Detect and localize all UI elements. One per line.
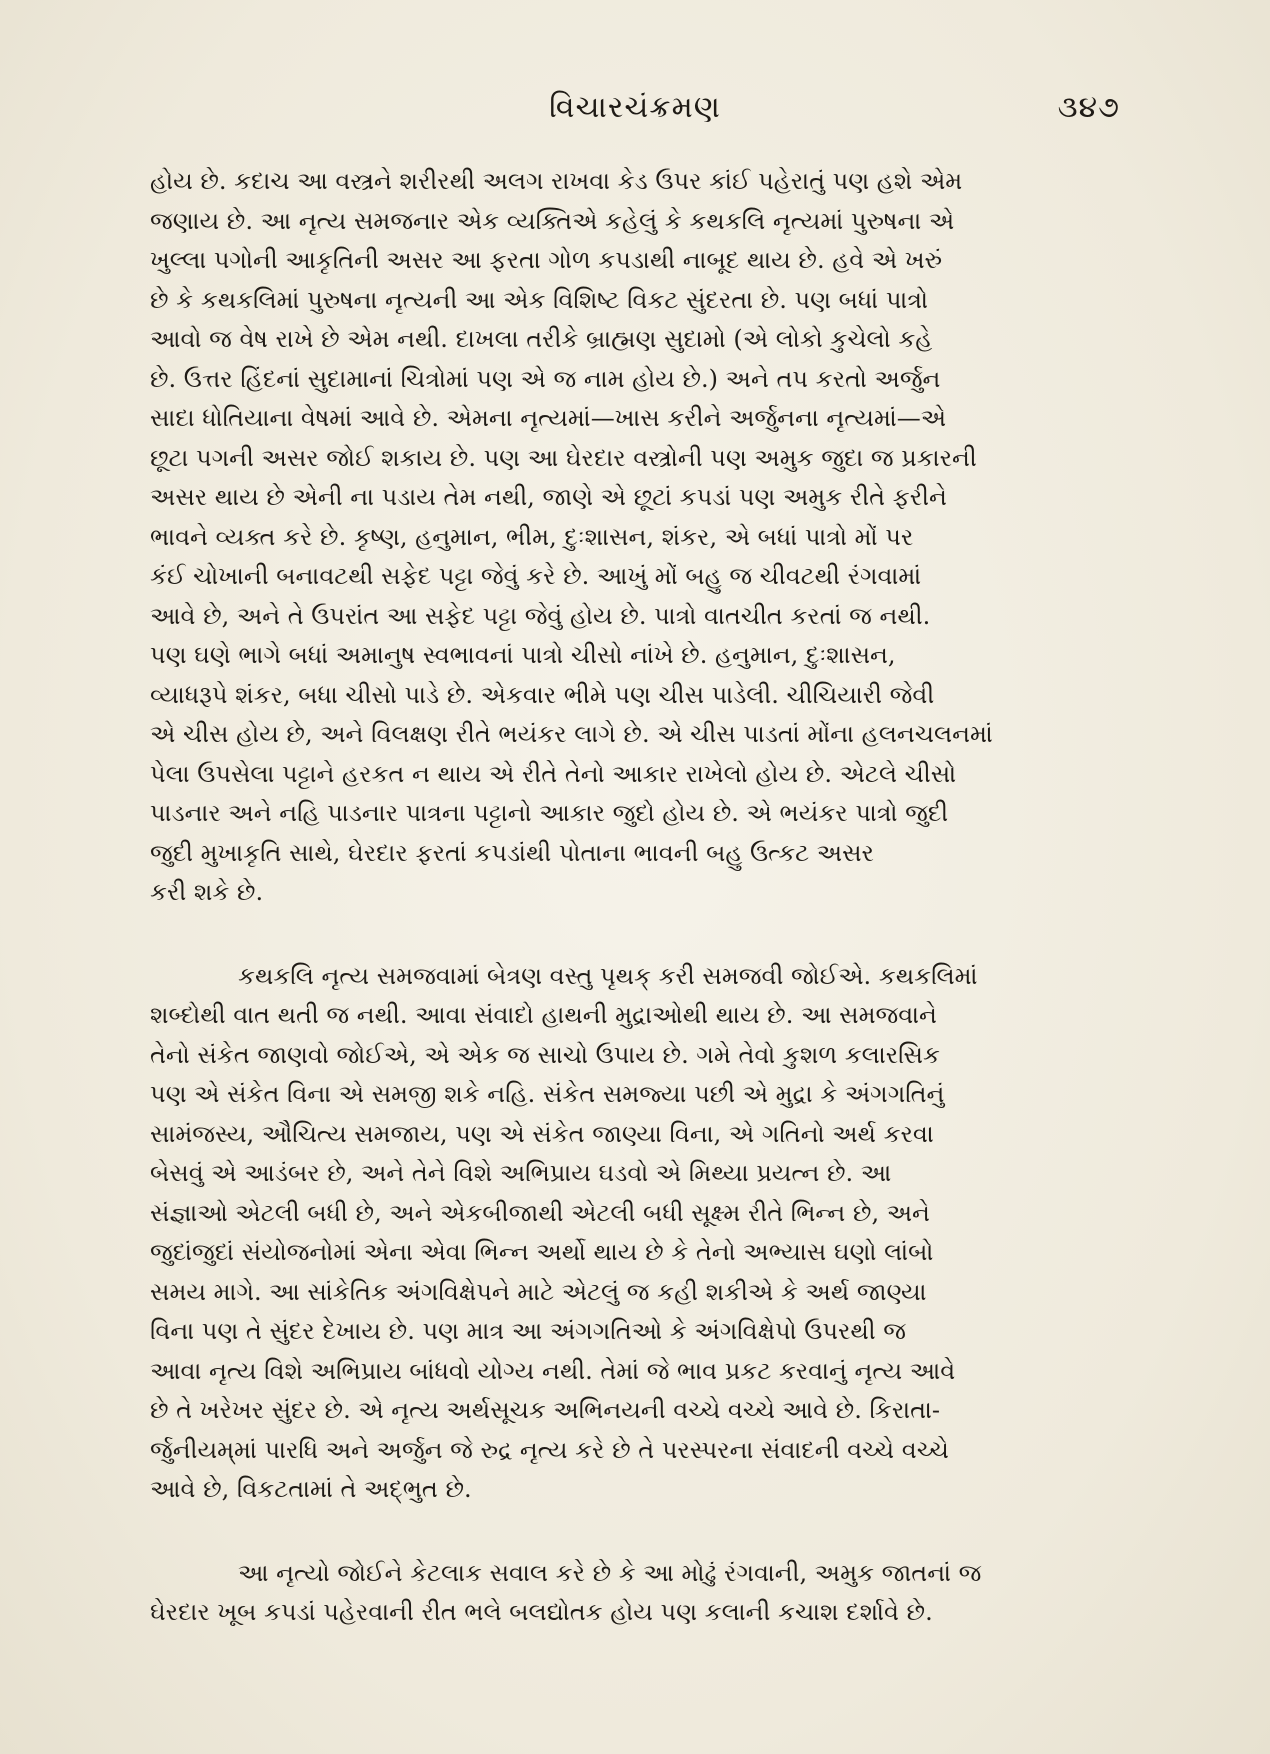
text-line: સમય માગે. આ સાંકેતિક અંગવિક્ષેપને માટે એટલું જ કહી શકીએ કે અર્થ જાણ્યા [150,1277,927,1306]
text-line: જુદી મુખાકૃતિ સાથે, ઘેરદાર ફરતાં કપડાંથી પોતાના ભાવની બહુ ઉત્કટ અસર [150,838,874,867]
text-line: છે. ઉત્તર હિંદનાં સુદામાનાં ચિત્રોમાં પણ એ જ નામ હોય છે.) અને તપ કરતો અર્જુન [150,364,941,393]
text-line: ર્જુનીયમ્‌માં પારધિ અને અર્જુન જે રુદ્ર નૃત્ય કરે છે તે પરસ્પરના સંવાદની વચ્ચે વચ્ચે [150,1435,949,1464]
text-line: વ્યાધરૂપે શંકર, બધા ચીસો પાડે છે. એકવાર ભીમે પણ ચીસ પાડેલી. ચીચિયારી જેવી [150,680,935,709]
text-line: ખુલ્લા પગોની આકૃતિની અસર આ ફરતા ગોળ કપડાથી નાબૂદ થાય છે. હવે એ ખરું [150,246,943,274]
text-line: કંઈ ચોખાની બનાવટથી સફેદ પટ્ટા જેવું કરે છે. આખું મોં બહુ જ ચીવટથી રંગવામાં [150,562,922,590]
text-line: સામંજસ્ય, ઔચિત્ય સમજાય, પણ એ સંકેત જાણ્યા વિના, એ ગતિનો અર્થ કરવા [150,1119,934,1148]
text-line: છે કે કથકલિમાં પુરુષના નૃત્યની આ એક વિશિષ્ટ વિકટ સુંદરતા છે. પણ બધાં પાત્રો [150,285,929,314]
text-line: કરી શકે છે. [150,878,264,906]
text-line: પાડનાર અને નહિ પાડનાર પાત્રના પટ્ટાનો આકાર જુદો હોય છે. એ ભયંકર પાત્રો જુદી [150,799,949,827]
paragraph-2 [150,957,1115,1510]
text-line: છૂટા પગની અસર જોઈ શકાય છે. પણ આ ઘેરદાર વસ્ત્રોની પણ અમુક જુદા જ પ્રકારની [150,443,977,472]
body-text [150,162,1115,1633]
text-line: પણ એ સંકેત વિના એ સમજી શકે નહિ. સંકેત સમજ્યા પછી એ મુદ્રા કે અંગગતિનું [150,1080,945,1108]
text-line: આવે છે, વિકટતામાં તે અદ્‌ભુત છે. [150,1475,472,1503]
text-line: શબ્દોથી વાત થતી જ નથી. આવા સંવાદો હાથની મુદ્રાઓથી થાય છે. આ સમજવાને [150,1001,937,1029]
text-line: ઘેરદાર ખૂબ કપડાં પહેરવાની રીત ભલે બલદ્યોતક હોય પણ કલાની કચાશ દર્શાવે છે. [150,1598,933,1626]
text-line: પણ ઘણે ભાગે બધાં અમાનુષ સ્વભાવનાં પાત્રો ચીસો નાંખે છે. હનુમાન, દુઃશાસન, [150,641,896,669]
text-line: આવો જ વેષ રાખે છે એમ નથી. દાખલા તરીકે બ્રાહ્મણ સુદામો (એ લોકો કુચેલો કહે [150,325,933,353]
running-header [150,90,1120,140]
paragraph-gap [150,913,1115,957]
page-number: ૩૪૭ [1057,90,1120,125]
text-line: આ નૃત્યો જોઈને કેટલાક સવાલ કરે છે કે આ મોઢું રંગવાની, અમુક જાતનાં જ [238,1558,982,1587]
paragraph-3 [150,1554,1115,1633]
text-line: આવે છે, અને તે ઉપરાંત આ સફેદ પટ્ટા જેવું હોય છે. પાત્રો વાતચીત કરતાં જ નથી. [150,601,931,630]
text-line: કથકલિ નૃત્ય સમજવામાં બેત્રણ વસ્તુ પૃથક્ કરી સમજવી જોઈએ. કથકલિમાં [238,961,978,990]
text-line: ભાવને વ્યક્ત કરે છે. કૃષ્ણ, હનુમાન, ભીમ, દુઃશાસન, શંકર, એ બધાં પાત્રો મોં પર [150,522,914,551]
paragraph-1 [150,162,1115,913]
text-line: હોય છે. કદાચ આ વસ્ત્રને શરીરથી અલગ રાખવા કેડ ઉપર કાંઈ પહેરાતું પણ હશે એમ [150,167,963,195]
text-line: તેનો સંકેત જાણવો જોઈએ, એ એક જ સાચો ઉપાય છે. ગમે તેવો કુશળ કલારસિક [150,1040,940,1069]
text-line: સાદા ધોતિયાના વેષમાં આવે છે. એમના નૃત્યમાં—ખાસ કરીને અર્જુનના નૃત્યમાં—એ [150,404,947,432]
text-line: અસર થાય છે એની ના પડાય તેમ નથી, જાણે એ છૂટાં કપડાં પણ અમુક રીતે ફરીને [150,483,947,511]
text-line: વિના પણ તે સુંદર દેખાય છે. પણ માત્ર આ અંગગતિઓ કે અંગવિક્ષેપો ઉપરથી જ [150,1317,906,1345]
text-line: બેસવું એ આડંબર છે, અને તેને વિશે અભિપ્રાય ઘડવો એ મિથ્યા પ્રયત્ન છે. આ [150,1159,892,1187]
text-line: આવા નૃત્ય વિશે અભિપ્રાય બાંધવો યોગ્ય નથી. તેમાં જે ભાવ પ્રકટ કરવાનું નૃત્ય આવે [150,1356,956,1385]
paragraph-gap [150,1510,1115,1554]
text-line: જુદાંજુદાં સંયોજનોમાં એના એવા ભિન્ન અર્થો થાય છે કે તેનો અભ્યાસ ઘણો લાંબો [150,1238,934,1266]
text-line: પેલા ઉપસેલા પટ્ટાને હરકત ન થાય એ રીતે તેનો આકાર રાખેલો હોય છે. એટલે ચીસો [150,759,957,788]
text-line: સંજ્ઞાઓ એટલી બધી છે, અને એકબીજાથી એટલી બધી સૂક્ષ્મ રીતે ભિન્ન છે, અને [150,1198,930,1227]
text-line: જણાય છે. આ નૃત્ય સમજનાર એક વ્યક્તિએ કહેલું કે કથકલિ નૃત્યમાં પુરુષના એ [150,206,955,235]
text-line: એ ચીસ હોય છે, અને વિલક્ષણ રીતે ભયંકર લાગે છે. એ ચીસ પાડતાં મોંના હલનચલનમાં [150,720,993,748]
text-line: છે તે ખરેખર સુંદર છે. એ નૃત્ય અર્થસૂચક અભિનયની વચ્ચે વચ્ચે આવે છે. કિરાતા- [150,1396,941,1424]
running-title: વિચારચંક્રમણ [549,90,721,125]
